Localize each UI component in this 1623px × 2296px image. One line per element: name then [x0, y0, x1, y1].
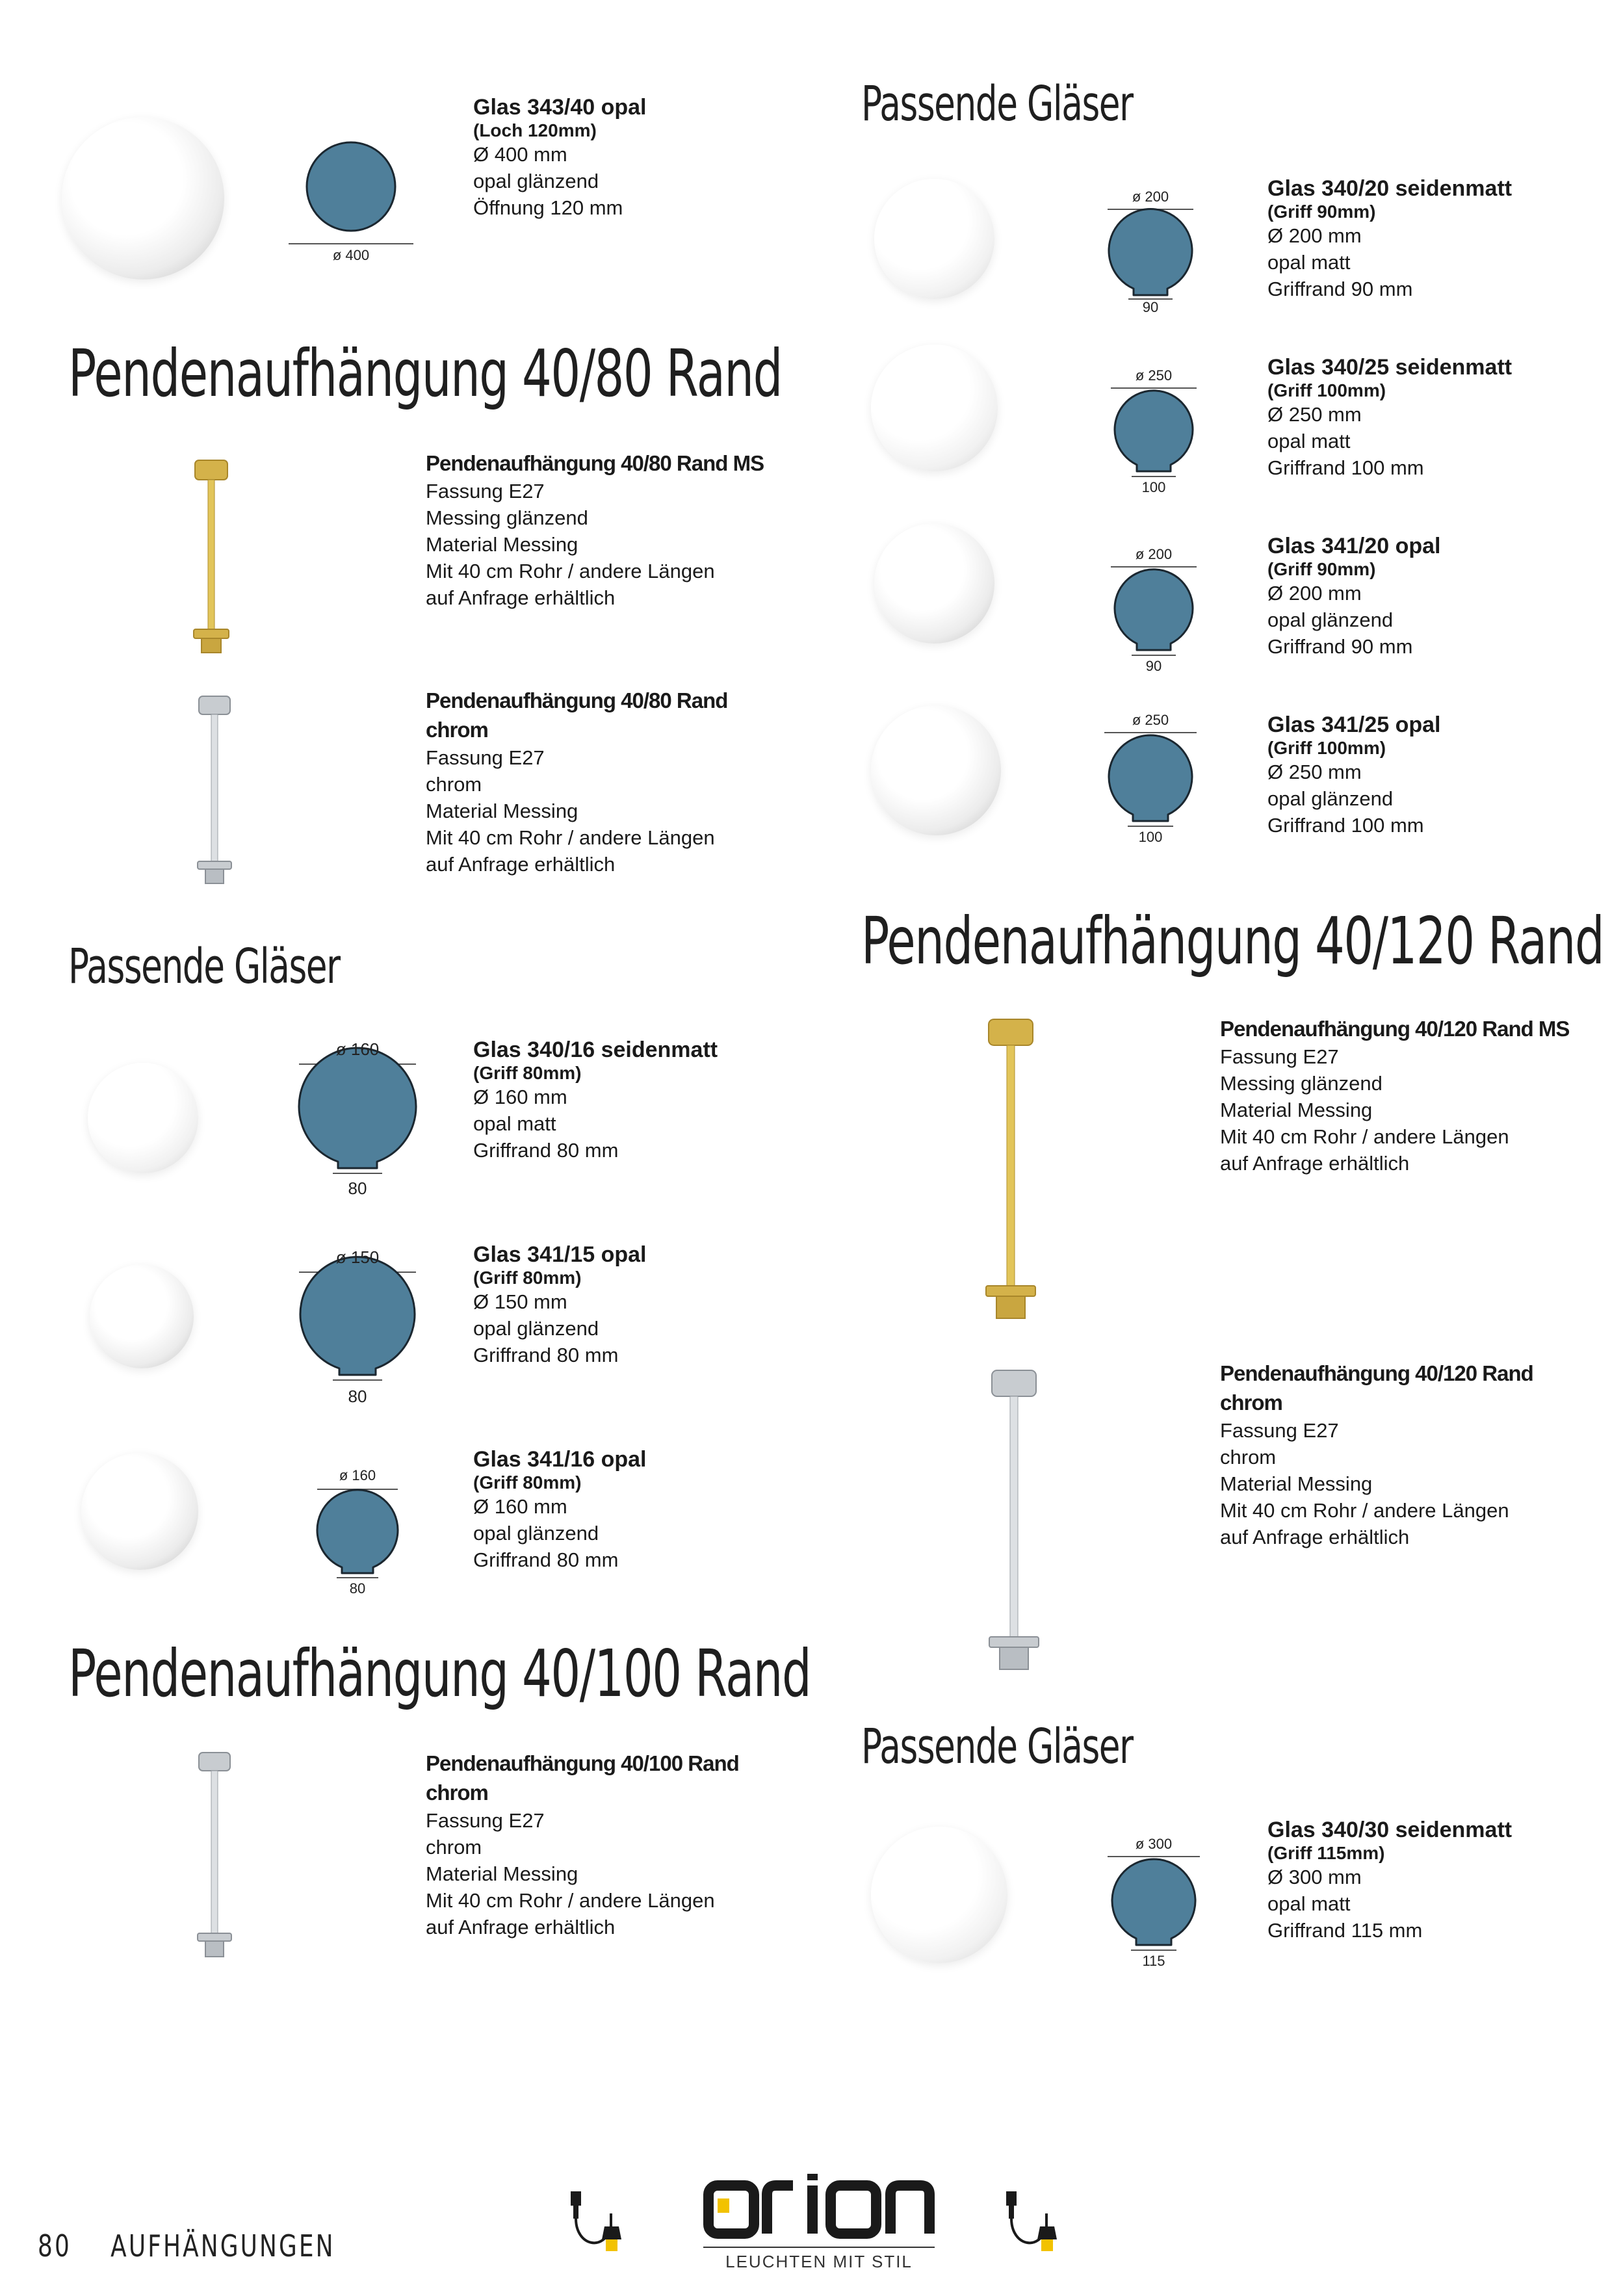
glass-name: Glas 340/20 seidenmatt	[1267, 176, 1513, 201]
pendant-info	[1220, 1014, 1584, 1177]
pendant-spec: Mit 40 cm Rohr / andere Längen	[1220, 1499, 1509, 1522]
glass-grip: (Griff 90mm)	[1267, 559, 1376, 579]
glass-grip: (Griff 90mm)	[1267, 202, 1376, 222]
pendant-spec: Mit 40 cm Rohr / andere Längen	[426, 560, 715, 582]
pendant-info	[426, 1749, 790, 1940]
pendant-image	[188, 692, 240, 887]
glass-spec: Griffrand 115 mm	[1267, 1919, 1423, 1942]
glass-spec: opal glänzend	[473, 1522, 599, 1545]
glass-name: Glas 340/16 seidenmatt	[473, 1037, 718, 1062]
rim-label: 90	[1142, 299, 1159, 315]
glass-spec: Ø 200 mm	[1267, 224, 1362, 247]
glass-name: Glas 340/25 seidenmatt	[1267, 355, 1513, 380]
pendant-image	[188, 1749, 240, 1963]
chapter-title: AUFHÄNGUNGEN	[110, 2228, 335, 2263]
section-title: Pendenaufhängung 40/120 Rand	[861, 903, 1604, 979]
pendant-image	[975, 1365, 1053, 1677]
glass-spec: opal glänzend	[1267, 608, 1394, 631]
glass-name: Glas 343/40 opal	[473, 95, 647, 120]
pendant-spec: Fassung E27	[1220, 1419, 1339, 1442]
pendant-lamp-icon	[565, 2187, 637, 2259]
rim-label: 80	[349, 1580, 366, 1597]
glass-spec: Griffrand 90 mm	[1267, 635, 1413, 658]
pendant-spec: auf Anfrage erhältlich	[426, 853, 616, 876]
rim-label: 100	[1141, 479, 1166, 495]
glass-info	[1267, 533, 1441, 660]
pendant-spec: Fassung E27	[426, 746, 545, 769]
section-title: Pendenaufhängung 40/100 Rand	[68, 1636, 811, 1712]
glass-info	[1267, 176, 1512, 302]
globe-image	[874, 523, 994, 644]
diameter-label: ø 200	[1135, 546, 1173, 562]
section-title: Pendenaufhängung 40/80 Rand	[68, 335, 782, 411]
pendant-spec: chrom	[1220, 1446, 1277, 1468]
glass-grip: (Griff 80mm)	[473, 1063, 582, 1083]
glass-spec: Ø 160 mm	[473, 1086, 567, 1108]
pendant-spec: Material Messing	[426, 800, 578, 822]
globe-image	[871, 1827, 1007, 1963]
pendant-spec: Material Messing	[1220, 1472, 1373, 1495]
pendant-spec: auf Anfrage erhältlich	[426, 1916, 616, 1938]
pendant-name: Pendenaufhängung 40/80 Rand MS	[426, 451, 764, 475]
section-title: Passende Gläser	[861, 76, 1133, 132]
pendant-spec: Material Messing	[426, 533, 578, 556]
glass-diagram	[1102, 367, 1206, 497]
globe-image	[871, 705, 1001, 835]
glass-info	[1267, 1817, 1512, 1944]
diameter-label: ø 250	[1135, 367, 1173, 384]
glass-diagram	[1102, 546, 1206, 676]
pendant-info	[1220, 1359, 1584, 1550]
pendant-spec: Material Messing	[426, 1862, 578, 1885]
rim-label: 80	[348, 1179, 367, 1198]
glass-diagram	[305, 1466, 409, 1596]
page-number: 80	[38, 2228, 71, 2263]
glass-grip: (Griff 100mm)	[1267, 380, 1386, 400]
pendant-info	[426, 686, 790, 878]
glass-name: Glas 341/16 opal	[473, 1447, 647, 1472]
diameter-label: ø 150	[335, 1247, 380, 1267]
pendant-spec: auf Anfrage erhältlich	[1220, 1152, 1410, 1175]
glass-spec: Griffrand 90 mm	[1267, 278, 1413, 300]
rim-label: 80	[348, 1387, 367, 1406]
glass-grip: (Griff 115mm)	[1267, 1843, 1385, 1863]
pendant-spec: Fassung E27	[1220, 1045, 1339, 1068]
glass-spec: Ø 400 mm	[473, 143, 567, 166]
pendant-spec: Messing glänzend	[1220, 1072, 1383, 1095]
glass-spec: Griffrand 100 mm	[1267, 456, 1424, 479]
glass-name: Glas 341/20 opal	[1267, 534, 1441, 558]
pendant-spec: auf Anfrage erhältlich	[426, 586, 616, 609]
glass-grip: (Loch 120mm)	[473, 120, 597, 140]
globe-image	[81, 1453, 198, 1570]
pendant-image	[972, 1014, 1050, 1326]
pendant-spec: chrom	[426, 1836, 482, 1859]
glass-diagram	[292, 1245, 422, 1414]
pendant-lamp-icon	[1001, 2187, 1072, 2259]
glass-spec: Ø 160 mm	[473, 1495, 567, 1518]
pendant-spec: Fassung E27	[426, 480, 545, 502]
section-title: Passende Gläser	[68, 939, 340, 995]
pendant-name: Pendenaufhängung 40/80 Rand chrom	[426, 688, 728, 742]
glass-info	[1267, 712, 1441, 839]
pendant-info	[426, 449, 803, 611]
pendant-spec: Mit 40 cm Rohr / andere Längen	[426, 826, 715, 849]
glass-spec: Griffrand 80 mm	[473, 1548, 619, 1571]
rim-label: 115	[1142, 1953, 1165, 1969]
pendant-spec: Mit 40 cm Rohr / andere Längen	[426, 1889, 715, 1912]
diameter-label: ø 300	[1135, 1836, 1173, 1852]
pendant-name: Pendenaufhängung 40/100 Rand chrom	[426, 1751, 739, 1805]
glass-grip: (Griff 80mm)	[473, 1472, 582, 1493]
glass-spec: Ø 300 mm	[1267, 1866, 1362, 1888]
pendant-name: Pendenaufhängung 40/120 Rand MS	[1220, 1017, 1570, 1041]
diameter-label: ø 160	[339, 1467, 376, 1483]
brand-tagline: LEUCHTEN MIT STIL	[703, 2247, 935, 2272]
pendant-spec: Material Messing	[1220, 1099, 1373, 1121]
diameter-label: ø 160	[335, 1039, 380, 1059]
pendant-spec: Fassung E27	[426, 1809, 545, 1832]
glass-diagram	[1098, 1833, 1209, 1976]
globe-image	[90, 1264, 194, 1368]
glass-name: Glas 341/25 opal	[1267, 712, 1441, 737]
glass-name: Glas 340/30 seidenmatt	[1267, 1818, 1513, 1842]
glass-spec: Ø 250 mm	[1267, 761, 1362, 783]
glass-spec: opal glänzend	[473, 170, 599, 192]
pendant-spec: Mit 40 cm Rohr / andere Längen	[1220, 1125, 1509, 1148]
rim-label: 90	[1145, 658, 1162, 674]
pendant-image	[182, 455, 240, 657]
glass-diagram	[286, 140, 416, 263]
glass-spec: Ø 250 mm	[1267, 403, 1362, 426]
glass-spec: opal matt	[1267, 251, 1351, 274]
section-title: Passende Gläser	[861, 1719, 1133, 1775]
glass-grip: (Griff 80mm)	[473, 1268, 582, 1288]
page-footer	[38, 2228, 335, 2263]
globe-image	[88, 1063, 198, 1173]
glass-spec: Griffrand 80 mm	[473, 1344, 619, 1366]
glass-diagram	[292, 1037, 422, 1206]
pendant-spec: Messing glänzend	[426, 506, 588, 529]
glass-spec: opal matt	[1267, 1892, 1351, 1915]
globe-image	[871, 345, 998, 471]
glass-diagram	[1095, 712, 1206, 848]
glass-spec: Griffrand 80 mm	[473, 1139, 619, 1162]
glass-grip: (Griff 100mm)	[1267, 738, 1386, 758]
glass-spec: Ø 150 mm	[473, 1290, 567, 1313]
glass-spec: Ø 200 mm	[1267, 582, 1362, 605]
brand-logo	[702, 2172, 936, 2244]
pendant-spec: chrom	[426, 773, 482, 796]
globe-image	[874, 179, 994, 299]
glass-info	[473, 94, 647, 221]
diameter-label: ø 250	[1132, 712, 1169, 728]
globe-image	[62, 117, 224, 280]
pendant-name: Pendenaufhängung 40/120 Rand chrom	[1220, 1361, 1533, 1415]
glass-spec: Öffnung 120 mm	[473, 196, 623, 219]
glass-info	[473, 1446, 647, 1573]
rim-label: 100	[1138, 829, 1163, 845]
glass-spec: Griffrand 100 mm	[1267, 814, 1424, 837]
glass-spec: opal glänzend	[1267, 787, 1394, 810]
glass-info	[1267, 354, 1512, 481]
glass-spec: opal matt	[473, 1112, 556, 1135]
glass-info	[473, 1242, 647, 1368]
diameter-label: ø 200	[1132, 189, 1169, 205]
glass-info	[473, 1037, 718, 1164]
glass-name: Glas 341/15 opal	[473, 1242, 647, 1267]
diameter-label: ø 400	[332, 247, 370, 263]
pendant-spec: auf Anfrage erhältlich	[1220, 1526, 1410, 1548]
glass-spec: opal glänzend	[473, 1317, 599, 1340]
glass-spec: opal matt	[1267, 430, 1351, 452]
glass-diagram	[1098, 189, 1202, 319]
